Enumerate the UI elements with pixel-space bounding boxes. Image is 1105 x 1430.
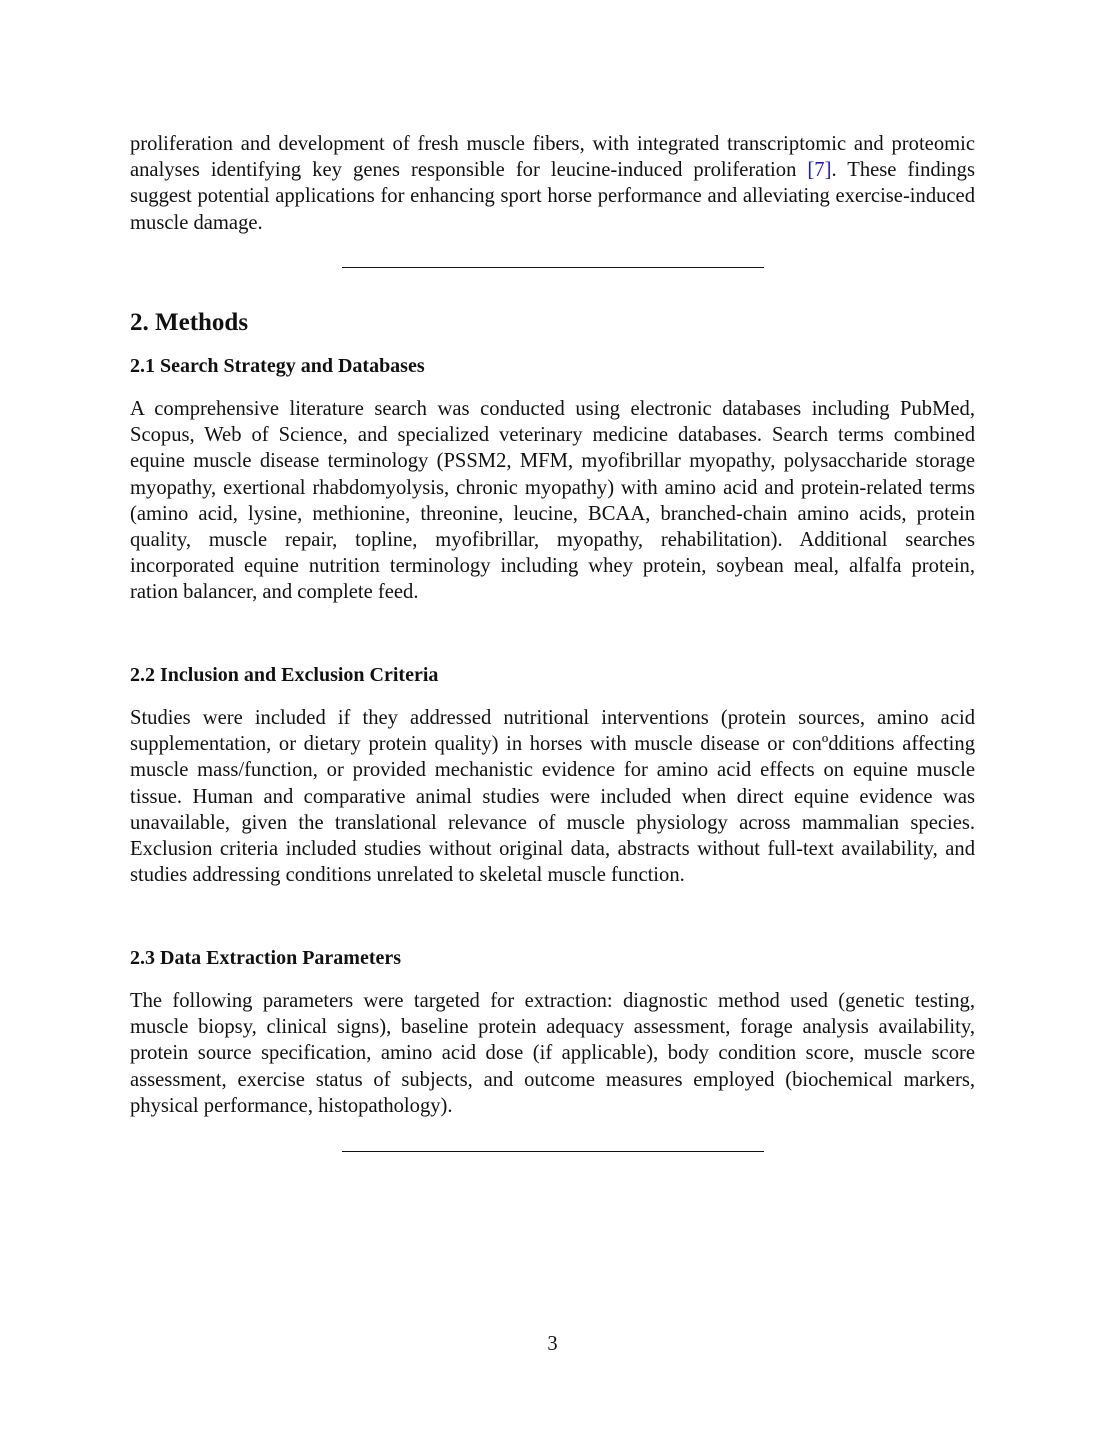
subsection-title: 2.3 Data Extraction Parameters xyxy=(130,947,402,969)
section-divider xyxy=(342,1151,764,1152)
page-number: 3 xyxy=(547,1333,558,1355)
subsection-title: 2.2 Inclusion and Exclusion Criteria xyxy=(130,664,439,686)
subsection-paragraph: Studies were included if they addressed nutritional interventions (protein sources, amino acid supplementation, or dietary protein quality) in horses with muscle disease or conºdditions affecting muscle mass/function, or provided mechanistic evidence for amino acid effects on equine muscle tissue. Human and comparative animal studies were included when direct equine evidence was unavailable, given the translational relevance of muscle physiology across mammalian species. Exclusion criteria included studies without original data, abstracts without full-text availability, and studies addressing conditions unrelated to skeletal muscle function. xyxy=(130,707,975,887)
intro-paragraph xyxy=(130,131,975,236)
subsection-title: 2.1 Search Strategy and Databases xyxy=(130,355,425,377)
intro-text-after: . These findings suggest potential applications for enhancing sport horse performance and alleviating exercise-induced muscle damage. xyxy=(130,159,975,234)
intro-text-before: proliferation and development of fresh muscle fibers, with integrated transcriptomic and proteomic analyses identifying key genes responsible for leucine-induced proliferation xyxy=(130,133,975,182)
section-divider xyxy=(342,267,764,268)
subsection-paragraph: The following parameters were targeted for extraction: diagnostic method used (genetic testing, muscle biopsy, clinical signs), baseline protein adequacy assessment, forage analysis availability, protein source specification, amino acid dose (if applicable), body condition score, muscle score assessment, exercise status of subjects, and outcome measures employed (biochemical markers, physical performance, histopathology). xyxy=(130,990,975,1117)
section-title: 2. Methods xyxy=(130,309,249,336)
subsection-paragraph: A comprehensive literature search was conducted using electronic databases including PubMed, Scopus, Web of Science, and specialized veterinary medicine databases. Search terms combined equine muscle disease terminology (PSSM2, MFM, myofibrillar myopathy, polysaccharide storage myopathy, exertional rhabdomyolysis, chronic myopathy) with amino acid and protein-related terms (amino acid, lysine, methionine, threonine, leucine, BCAA, branched-chain amino acids, protein quality, muscle repair, topline, myofibrillar, myopathy, rehabilitation). Additional searches incorporated equine nutrition terminology including whey protein, soybean meal, alfalfa protein, ration balancer, and complete feed. xyxy=(130,398,975,604)
citation-link[interactable]: [7] xyxy=(807,159,832,182)
